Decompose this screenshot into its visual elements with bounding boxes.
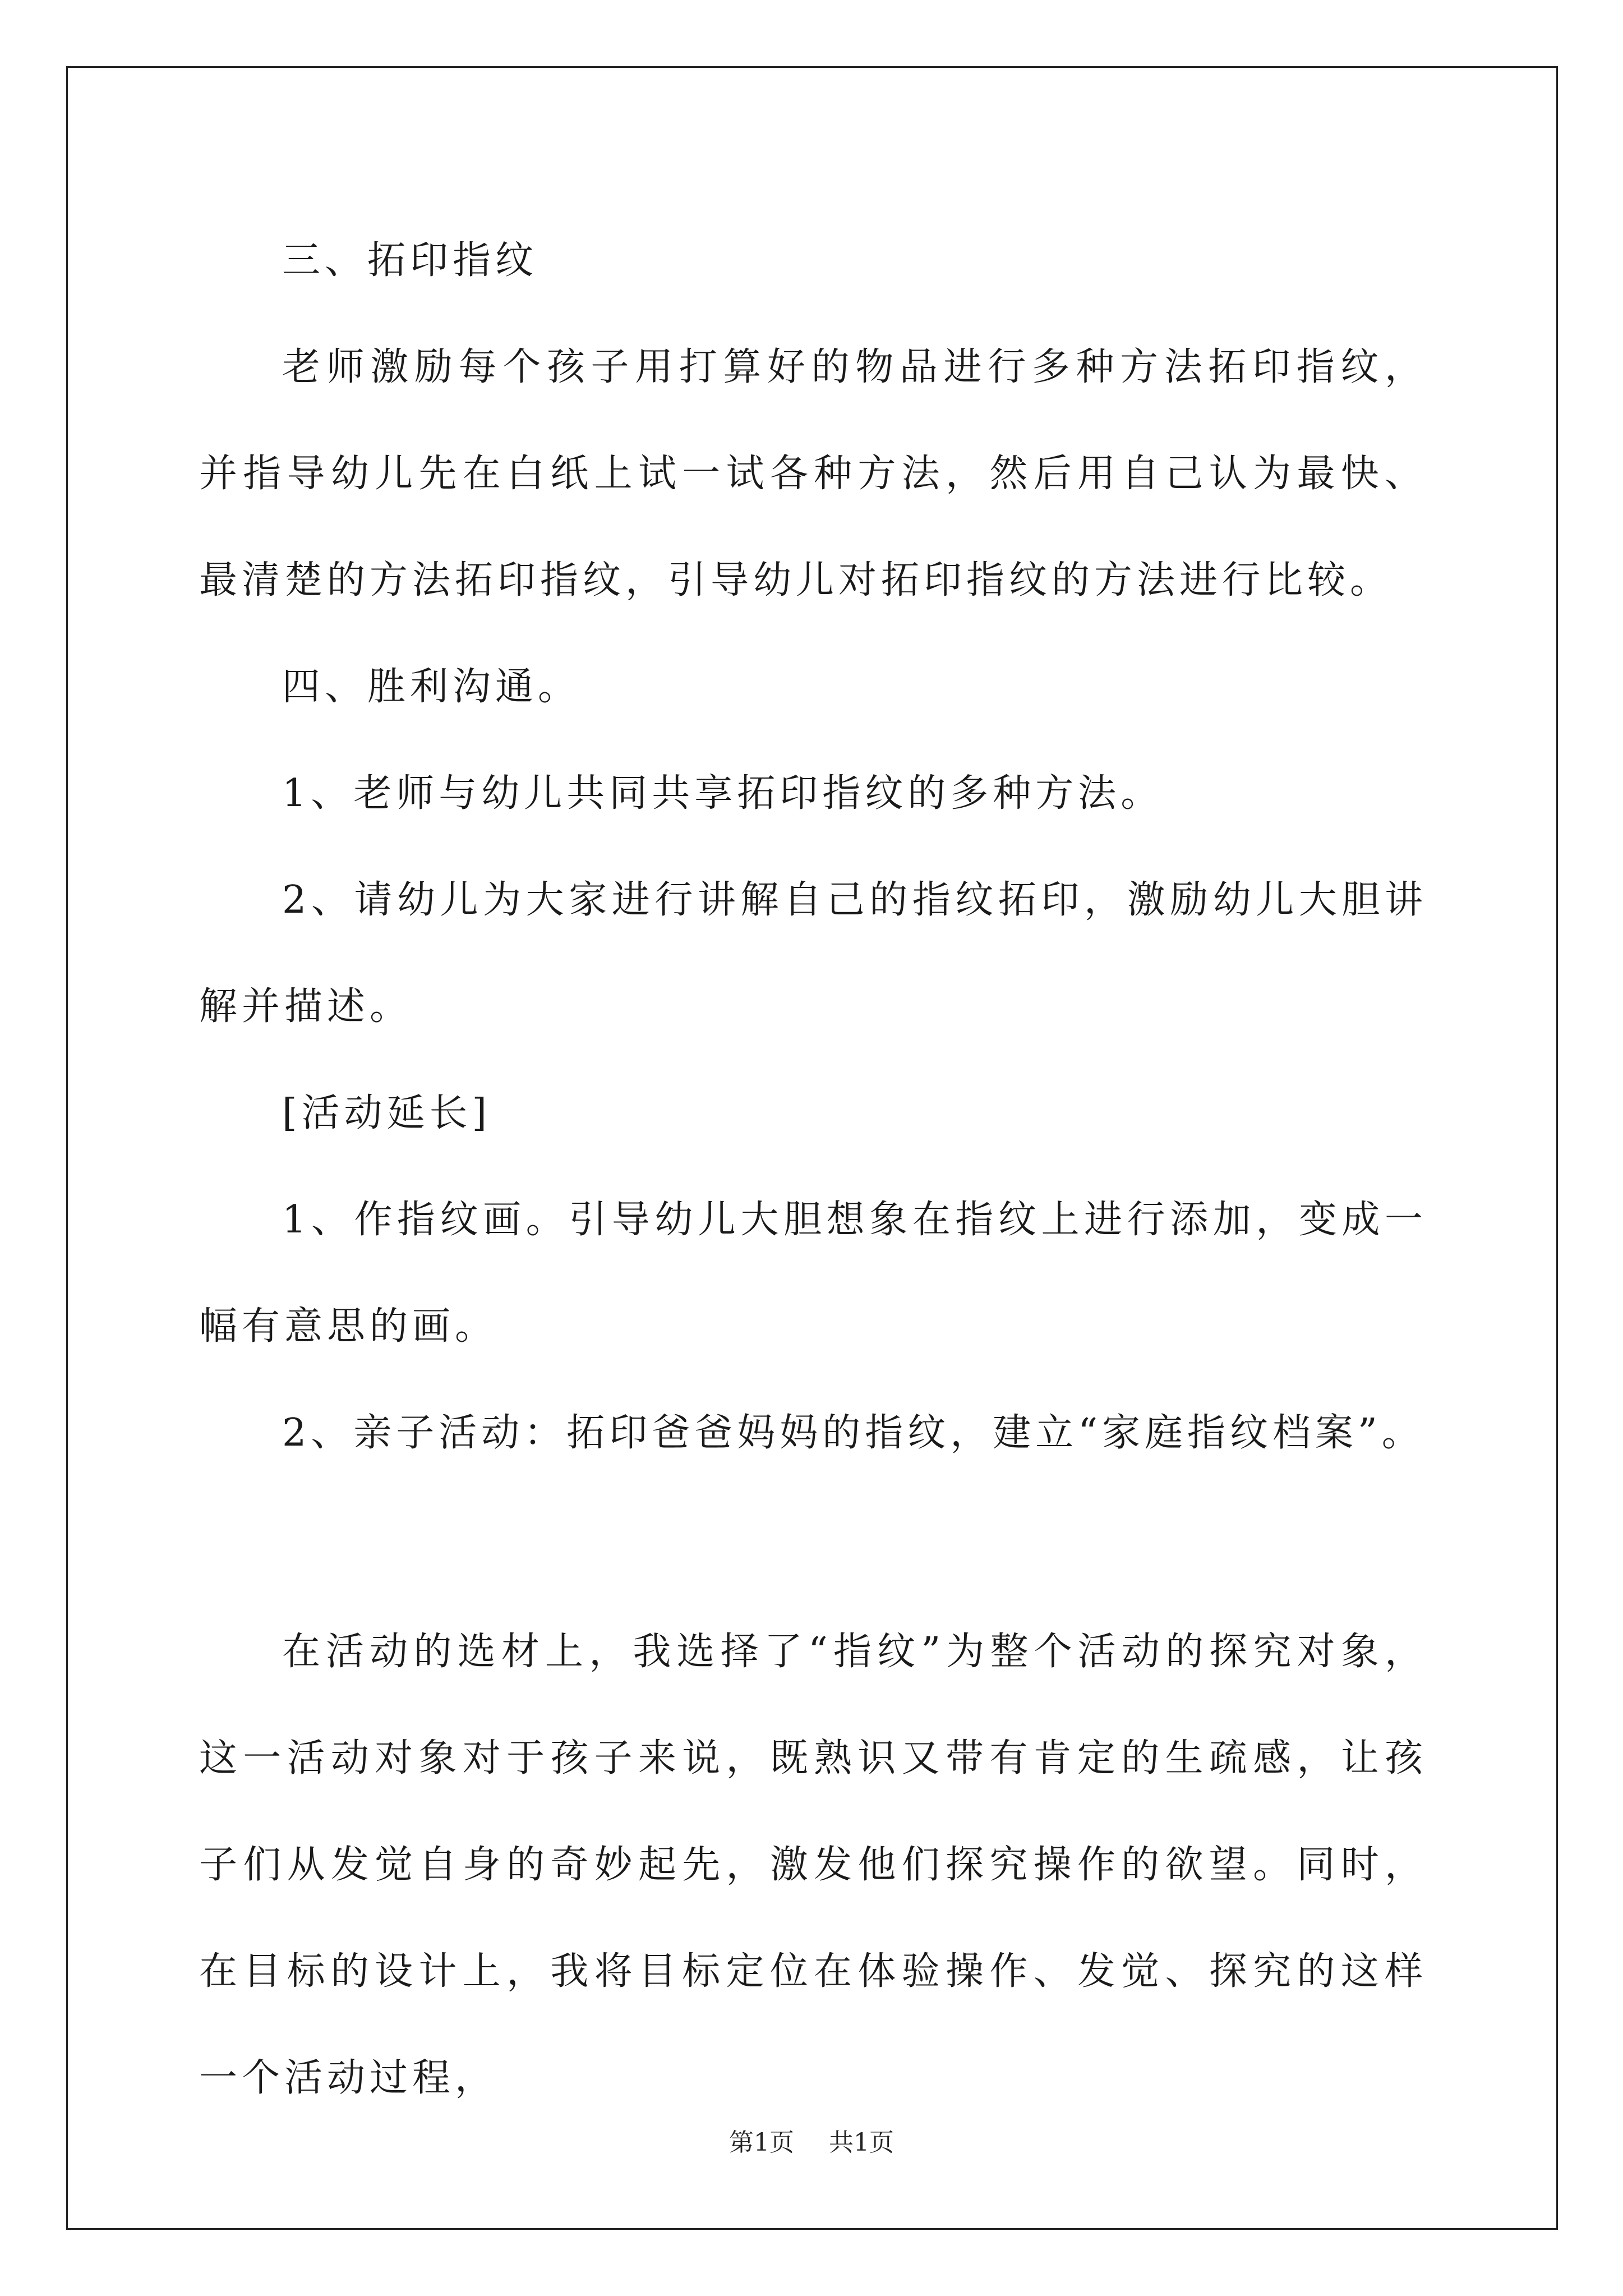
section-heading-extension: [活动延长] (282, 1091, 492, 1135)
section-heading-3: 三、拓印指纹 (282, 238, 538, 283)
page-total: 共1页 (829, 2128, 894, 2157)
section-heading-4: 四、胜利沟通。 (282, 665, 581, 709)
page-number: 第1页 (729, 2128, 794, 2157)
list-item: 2、亲子活动：拓印爸爸妈妈的指纹，建立“家庭指纹档案”。 (282, 1411, 1424, 1455)
page-footer (0, 2126, 1623, 2160)
list-item: 1、老师与幼儿共同共享拓印指纹的多种方法。 (282, 771, 1164, 816)
reflection-paragraph: 在活动的选材上，我选择了“指纹”为整个活动的探究对象，这一活动对象对于孩子来说，既熟识又带有肯定的生疏感，让孩子们从发觉自身的奇妙起先，激发他们探究操作的欲望。同时，在目标的设计上，我将目标定位在体验操作、发觉、探究的这样一个活动过程， (199, 1630, 1427, 2100)
document-body (199, 208, 1427, 2132)
list-item: 1、作指纹画。引导幼儿大胆想象在指纹上进行添加，变成一幅有意思的画。 (199, 1198, 1427, 1349)
paragraph-gap (199, 1487, 1427, 1599)
list-item: 2、请幼儿为大家进行讲解自己的指纹拓印，激励幼儿大胆讲解并描述。 (199, 878, 1427, 1029)
body-paragraph: 老师激励每个孩子用打算好的物品进行多种方法拓印指纹，并指导幼儿先在白纸上试一试各种方法，然后用自己认为最快、最清楚的方法拓印指纹，引导幼儿对拓印指纹的方法进行比较。 (199, 345, 1427, 602)
